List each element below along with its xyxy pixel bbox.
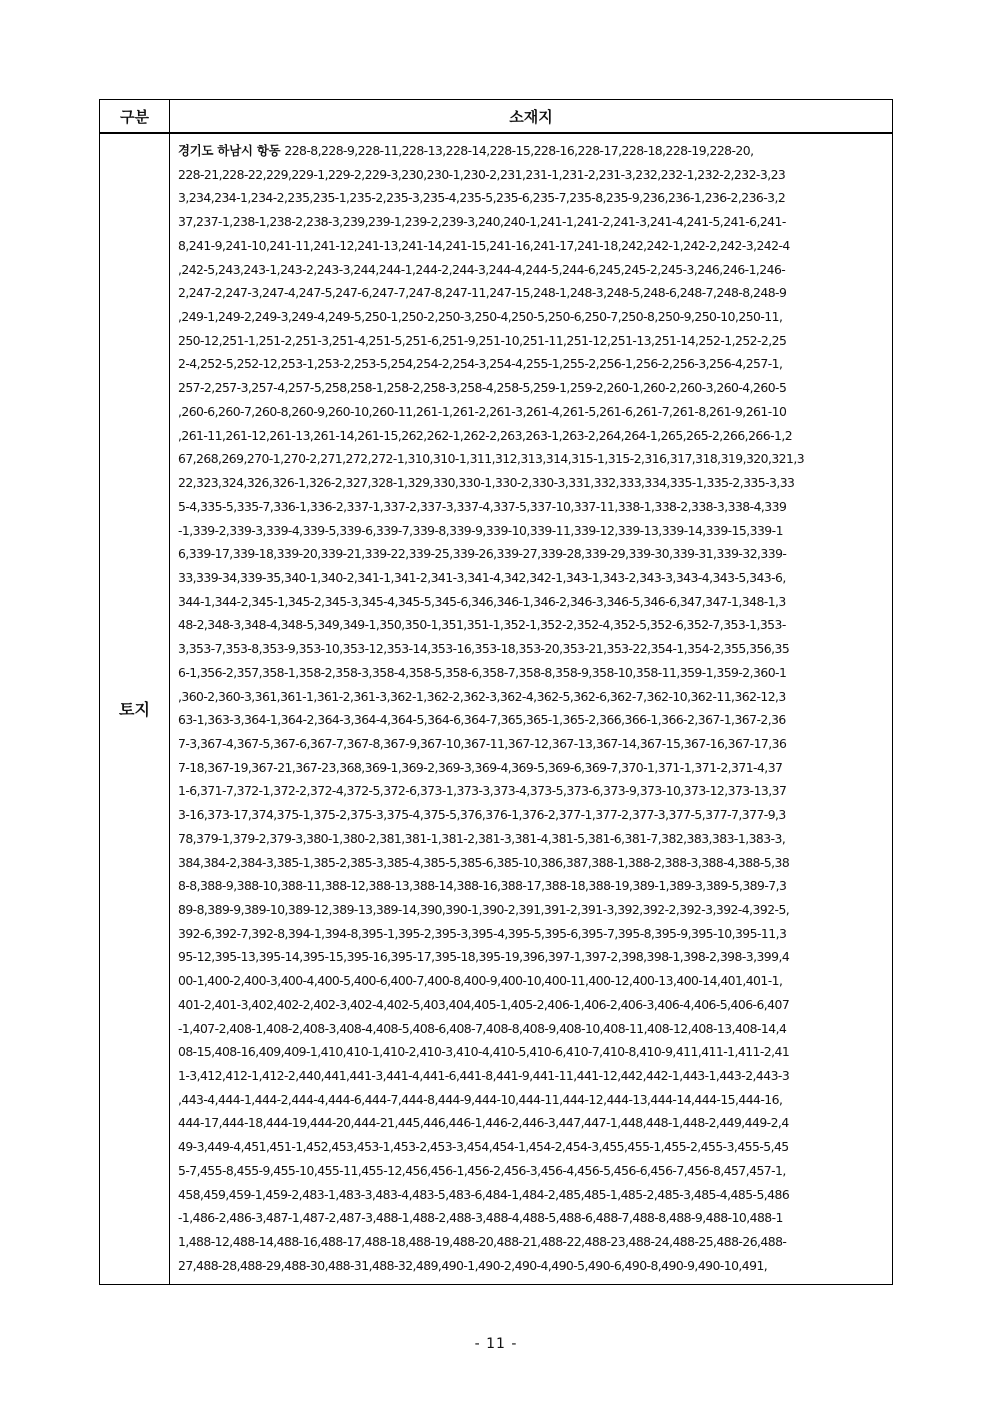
- lot-numbers-line: 6,339-17,339-18,339-20,339-21,339-22,339-25,339-26,339-27,339-28,339-29,339-30,339-31,339-32,339-: [178, 546, 787, 562]
- lot-numbers-line: 7-3,367-4,367-5,367-6,367-7,367-8,367-9,367-10,367-11,367-12,367-13,367-14,367-15,367-16,367-17,36: [178, 735, 787, 751]
- lot-numbers-line: 8,241-9,241-10,241-11,241-12,241-13,241-14,241-15,241-16,241-17,241-18,242,242-1,242-2,242-3,242-4: [178, 237, 790, 253]
- lot-numbers-list: [178, 163, 888, 1278]
- lot-numbers-line: 49-3,449-4,451,451-1,452,453,453-1,453-2,453-3,454,454-1,454-2,454-3,455,455-1,455-2,455-3,455-5,45: [178, 1139, 789, 1155]
- lot-numbers-line: 401-2,401-3,402,402-2,402-3,402-4,402-5,403,404,405-1,405-2,406-1,406-2,406-3,406-4,406-5,406-6,407: [178, 996, 790, 1012]
- lot-numbers-line: 344-1,344-2,345-1,345-2,345-3,345-4,345-5,345-6,346,346-1,346-2,346-3,346-5,346-6,347,347-1,348-1,3: [178, 593, 786, 609]
- lot-numbers-line: 392-6,392-7,392-8,394-1,394-8,395-1,395-2,395-3,395-4,395-5,395-6,395-7,395-8,395-9,395-10,395-11,3: [178, 925, 787, 941]
- lot-numbers-line: ,360-2,360-3,361,361-1,361-2,361-3,362-1,362-2,362-3,362-4,362-5,362-6,362-7,362-10,362-11,362-12,3: [178, 688, 786, 704]
- lot-numbers-first: 228-8,228-9,228-11,228-13,228-14,228-15,228-16,228-17,228-18,228-19,228-20,: [284, 143, 754, 158]
- lot-numbers-line: 5-4,335-5,335-7,336-1,336-2,337-1,337-2,337-3,337-4,337-5,337-10,337-11,338-1,338-2,338-3,338-4,339: [178, 498, 787, 514]
- lot-numbers-line: 1,488-12,488-14,488-16,488-17,488-18,488-19,488-20,488-21,488-22,488-23,488-24,488-25,488-26,488-: [178, 1234, 787, 1250]
- lot-numbers-line: 78,379-1,379-2,379-3,380-1,380-2,381,381-1,381-2,381-3,381-4,381-5,381-6,381-7,382,383,383-1,383-3,: [178, 830, 786, 846]
- lot-numbers-line: 95-12,395-13,395-14,395-15,395-16,395-17,395-18,395-19,396,397-1,397-2,398,398-1,398-2,398-3,399,4: [178, 949, 790, 965]
- lot-numbers-line: 250-12,251-1,251-2,251-3,251-4,251-5,251-6,251-9,251-10,251-11,251-12,251-13,251-14,252-1,252-2,25: [178, 332, 787, 348]
- lot-numbers-line: ,261-11,261-12,261-13,261-14,261-15,262,262-1,262-2,263,263-1,263-2,264,264-1,265,265-2,266,266-1,2: [178, 427, 793, 443]
- region-name: 경기도 하남시 항동: [178, 143, 281, 158]
- lot-numbers-line: 2-4,252-5,252-12,253-1,253-2,253-5,254,254-2,254-3,254-4,255-1,255-2,256-1,256-2,256-3,256-4,257-1,: [178, 356, 783, 372]
- table-header-row: [100, 100, 893, 134]
- category-cell: 토지: [100, 133, 170, 1284]
- lot-numbers-line: 08-15,408-16,409,409-1,410,410-1,410-2,410-3,410-4,410-5,410-6,410-7,410-8,410-9,411,411-1,411-2,41: [178, 1044, 790, 1060]
- lot-numbers-line: 458,459,459-1,459-2,483-1,483-3,483-4,483-5,483-6,484-1,484-2,485,485-1,485-2,485-3,485-4,485-5,486: [178, 1186, 790, 1202]
- lot-numbers-line: 2,247-2,247-3,247-4,247-5,247-6,247-7,247-8,247-11,247-15,248-1,248-3,248-5,248-6,248-7,248-8,248-9: [178, 285, 787, 301]
- lot-numbers-line: 67,268,269,270-1,270-2,271,272,272-1,310,310-1,311,312,313,314,315-1,315-2,316,317,318,319,320,321,3: [178, 451, 805, 467]
- lot-numbers-line: 3-16,373-17,374,375-1,375-2,375-3,375-4,375-5,376,376-1,376-2,377-1,377-2,377-3,377-5,377-7,377-9,3: [178, 807, 786, 823]
- lot-numbers-line: 1-6,371-7,372-1,372-2,372-4,372-5,372-6,373-1,373-3,373-4,373-5,373-6,373-9,373-10,373-12,373-13,37: [178, 783, 787, 799]
- lot-numbers-line: 444-17,444-18,444-19,444-20,444-21,445,446,446-1,446-2,446-3,447,447-1,448,448-1,448-2,449,449-2,4: [178, 1115, 789, 1131]
- lot-numbers-line: 1-3,412,412-1,412-2,440,441,441-3,441-4,441-6,441-8,441-9,441-11,441-12,442,442-1,443-1,443-2,443-3: [178, 1068, 790, 1084]
- lot-numbers-line: ,242-5,243,243-1,243-2,243-3,244,244-1,244-2,244-3,244-4,244-5,244-6,245,245-2,245-3,246,246-1,246-: [178, 261, 786, 277]
- lot-numbers-line: 89-8,389-9,389-10,389-12,389-13,389-14,390,390-1,390-2,391,391-2,391-3,392,392-2,392-3,392-4,392-5,: [178, 902, 790, 917]
- lot-numbers-line: ,443-4,444-1,444-2,444-4,444-6,444-7,444-8,444-9,444-10,444-11,444-12,444-13,444-14,444-15,444-16,: [178, 1091, 783, 1107]
- lot-numbers-line: 37,237-1,238-1,238-2,238-3,239,239-1,239-2,239-3,240,240-1,241-1,241-2,241-3,241-4,241-5,241-6,241-: [178, 214, 786, 230]
- lot-numbers-line: ,260-6,260-7,260-8,260-9,260-10,260-11,261-1,261-2,261-3,261-4,261-5,261-6,261-7,261-8,261-9,261-10: [178, 403, 787, 419]
- lot-numbers-line: 8-8,388-9,388-10,388-11,388-12,388-13,388-14,388-16,388-17,388-18,388-19,389-1,389-3,389-5,389-7,3: [178, 878, 787, 894]
- lot-numbers-line: 48-2,348-3,348-4,348-5,349,349-1,350,350-1,351,351-1,352-1,352-2,352-4,352-5,352-6,352-7,353-1,353-: [178, 617, 786, 633]
- lot-numbers-line: 3,234,234-1,234-2,235,235-1,235-2,235-3,235-4,235-5,235-6,235-7,235-8,235-9,236,236-1,236-2,236-3,2: [178, 190, 786, 206]
- lot-numbers-line: 7-18,367-19,367-21,367-23,368,369-1,369-2,369-3,369-4,369-5,369-6,369-7,370-1,371-1,371-2,371-4,37: [178, 759, 783, 775]
- lot-numbers-line: -1,339-2,339-3,339-4,339-5,339-6,339-7,339-8,339-9,339-10,339-11,339-12,339-13,339-14,339-15,339-1: [178, 522, 783, 538]
- header-location: 소재지: [170, 100, 893, 134]
- lot-numbers-line: ,249-1,249-2,249-3,249-4,249-5,250-1,250-2,250-3,250-4,250-5,250-6,250-7,250-8,250-9,250-10,250-11,: [178, 309, 783, 325]
- lot-numbers-line: 257-2,257-3,257-4,257-5,258,258-1,258-2,258-3,258-4,258-5,259-1,259-2,260-1,260-2,260-3,260-4,260-5: [178, 380, 787, 396]
- location-first-line: [178, 139, 888, 163]
- lot-numbers-line: -1,407-2,408-1,408-2,408-3,408-4,408-5,408-6,408-7,408-8,408-9,408-10,408-11,408-12,408-13,408-14,4: [178, 1020, 787, 1036]
- lot-numbers-line: 6-1,356-2,357,358-1,358-2,358-3,358-4,358-5,358-6,358-7,358-8,358-9,358-10,358-11,359-1,359-2,360-1: [178, 664, 787, 680]
- lot-numbers-line: 384,384-2,384-3,385-1,385-2,385-3,385-4,385-5,385-6,385-10,386,387,388-1,388-2,388-3,388-4,388-5,38: [178, 854, 790, 870]
- lot-numbers-line: 3,353-7,353-8,353-9,353-10,353-12,353-14,353-16,353-18,353-20,353-21,353-22,354-1,354-2,355,356,35: [178, 641, 790, 657]
- header-category: 구분: [100, 100, 170, 134]
- lot-numbers-line: 27,488-28,488-29,488-30,488-31,488-32,489,490-1,490-2,490-4,490-5,490-6,490-8,490-9,490-10,491,: [178, 1257, 768, 1273]
- lot-numbers-line: 22,323,324,326,326-1,326-2,327,328-1,329,330,330-1,330-2,330-3,331,332,333,334,335-1,335-2,335-3,33: [178, 475, 795, 491]
- parcel-table: [99, 99, 893, 1285]
- page-number: - 11 -: [474, 1336, 518, 1352]
- location-cell: [170, 133, 893, 1284]
- lot-numbers-line: -1,486-2,486-3,487-1,487-2,487-3,488-1,488-2,488-3,488-4,488-5,488-6,488-7,488-8,488-9,488-10,488-1: [178, 1210, 783, 1226]
- lot-numbers-line: 5-7,455-8,455-9,455-10,455-11,455-12,456,456-1,456-2,456-3,456-4,456-5,456-6,456-7,456-8,457,457-1,: [178, 1162, 786, 1178]
- lot-numbers-line: 33,339-34,339-35,340-1,340-2,341-1,341-2,341-3,341-4,342,342-1,343-1,343-2,343-3,343-4,343-5,343-6,: [178, 569, 786, 585]
- table-row: [100, 133, 893, 1284]
- lot-numbers-line: 228-21,228-22,229,229-1,229-2,229-3,230,230-1,230-2,231,231-1,231-2,231-3,232,232-1,232-2,232-3,23: [178, 166, 786, 182]
- lot-numbers-line: 00-1,400-2,400-3,400-4,400-5,400-6,400-7,400-8,400-9,400-10,400-11,400-12,400-13,400-14,401,401-1,: [178, 973, 783, 989]
- lot-numbers-line: 63-1,363-3,364-1,364-2,364-3,364-4,364-5,364-6,364-7,365,365-1,365-2,366,366-1,366-2,367-1,367-2,36: [178, 712, 786, 728]
